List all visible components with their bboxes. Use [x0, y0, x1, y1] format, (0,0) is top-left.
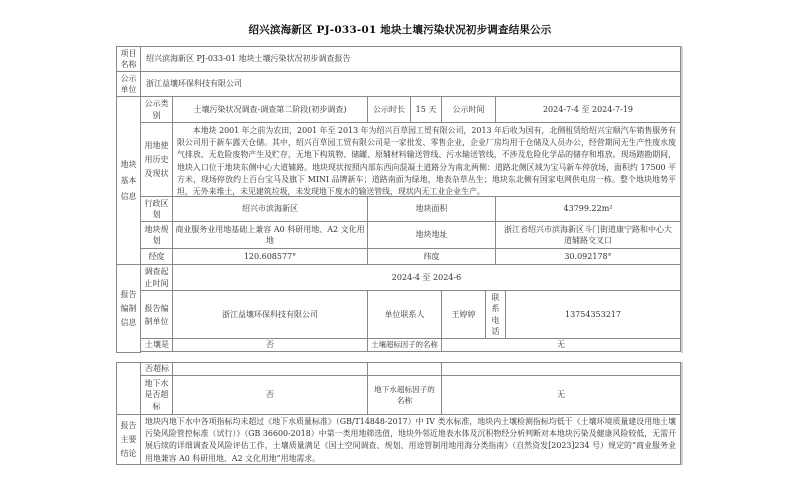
publisher-value: 浙江益壤环保科技有限公司: [140, 71, 681, 97]
gw-factor-value: 无: [441, 375, 681, 415]
latitude-label: 纬度: [367, 248, 496, 265]
latitude-value: 30.092178°: [495, 248, 681, 265]
phone-value: 13754353217: [505, 290, 681, 339]
survey-period-label: 调查起止时间: [140, 264, 173, 291]
history-value: 本地块 2001 年之前为农田，2001 年至 2013 年为绍兴百草园工贸有限公司，2013 年后收为国有，北侧租赁给绍兴宝顺汽车销售服务有限公司用于新车露天仓储。其中，绍兴百草园工贸有限公司是一家批发、零售企业，企业厂房均用于仓储及人员办公，经营期间无生产性废水废气排放、无危险废物产生及贮存，无地下构筑物、储罐、原辅材料输送管线、污水输送管线，不涉及危险化学品的储存和堆放。现场踏勘期间，地块入口位于地块东侧中心大道辅路。地块现状按照内部东西向混凝土道路分为南北两侧：道路北侧区域为宝马新车停放场，面积约 17500 平方米，现场停放约上百台宝马及旗下 MINI 品牌新车；道路南面为绿地，地表杂草丛生；地块东北侧有国家电网供电房一栋。整个地块地势平坦，无外来堆土，未见建筑垃圾，未发现地下废水的输送管线，现状内无工业企业生产。: [172, 122, 681, 197]
site-info-group-label: 地块基本信息: [116, 96, 141, 265]
gw-exceed-label: 地下水是否超标: [140, 375, 173, 415]
page-title: 绍兴滨海新区 PJ-033-01 地块土壤污染状况初步调查结果公示: [248, 24, 552, 36]
announce-type-value: 土壤污染状况调查-调查第二阶段(初步调查): [172, 96, 368, 123]
longitude-value: 120.608577°: [172, 248, 368, 265]
soil-factor-value: 无: [441, 338, 681, 352]
conclusion-value: 地块内地下水中各项指标均未超过《地下水质量标准》（GB/T14848-2017）中 IV 类水标准，地块内土壤检测指标均低于《土壤环境质量建设用地土壤污染风险管控标准（试行）》（GB 36600-2018）中第一类用地筛选值，地块外邻近地表水体及沉积物经分析判断对本地块污染及健康风险较低，无需开展后续的详细调查及风险评估工作，土壤质量满足《国土空间调查、规划、用途管制用地用海分类指南》（自然资发[2023]234 号）规定的“商业服务业用地兼容 A0 科研用地、A2 文化用地”用地需求。: [140, 414, 681, 465]
address-value: 浙江省绍兴市滨海新区斗门街道康宁路和中心大道辅路交叉口: [495, 221, 681, 249]
soil-exceed-value-cont: [172, 362, 368, 376]
period-value: 2024-7-4 至 2024-7-19: [495, 96, 681, 123]
project-name-label: 项目名称: [116, 46, 141, 72]
author-label: 报告编制单位: [140, 290, 173, 339]
project-name-value: 绍兴滨海新区 PJ-033-01 地块土壤污染状况初步调查报告: [140, 46, 681, 72]
area-label: 地块面积: [367, 196, 496, 222]
publisher-label: 公示单位: [116, 71, 141, 97]
soil-factor-label: 土壤超标因子的名称: [367, 338, 442, 352]
gw-factor-label: 地下水超标因子的名称: [367, 375, 442, 415]
longitude-label: 经度: [140, 248, 173, 265]
report-info-group-label-cont: [116, 362, 141, 415]
district-value: 绍兴市滨海新区: [172, 196, 368, 222]
period-label: 公示时间: [441, 96, 496, 123]
report-info-group-label: 报告编制信息: [116, 264, 141, 353]
page-edge-shadow: [681, 46, 683, 353]
phone-label: 联系电话: [485, 290, 506, 339]
soil-exceed-label-cont: 否超标: [140, 362, 173, 376]
conclusion-label: 报告主要结论: [116, 414, 141, 465]
duration-label: 公示时长: [367, 96, 411, 123]
author-value: 浙江益壤环保科技有限公司: [172, 290, 368, 339]
soil-exceed-value: 否: [172, 338, 368, 352]
soil-factor-value-cont: [441, 362, 681, 376]
duration-value: 15 天: [410, 96, 442, 123]
contact-label: 单位联系人: [367, 290, 442, 339]
district-label: 行政区划: [140, 196, 173, 222]
area-value: 43799.22m²: [495, 196, 681, 222]
address-label: 地块地址: [367, 221, 496, 249]
history-label: 用地使用历史及现状: [140, 122, 173, 197]
announce-type-label: 公示类别: [140, 96, 173, 123]
planning-label: 地块规划: [140, 221, 173, 249]
planning-value: 商业服务业用地基础上兼容 A0 科研用地、A2 文化用地: [172, 221, 368, 249]
survey-period-value: 2024-4 至 2024-6: [172, 264, 681, 291]
gw-exceed-value: 否: [172, 375, 368, 415]
soil-exceed-label: 土壤是: [140, 338, 173, 352]
page-edge-shadow-2: [681, 362, 683, 465]
contact-value: 王婷婷: [441, 290, 486, 339]
soil-factor-label-cont: [367, 362, 442, 376]
